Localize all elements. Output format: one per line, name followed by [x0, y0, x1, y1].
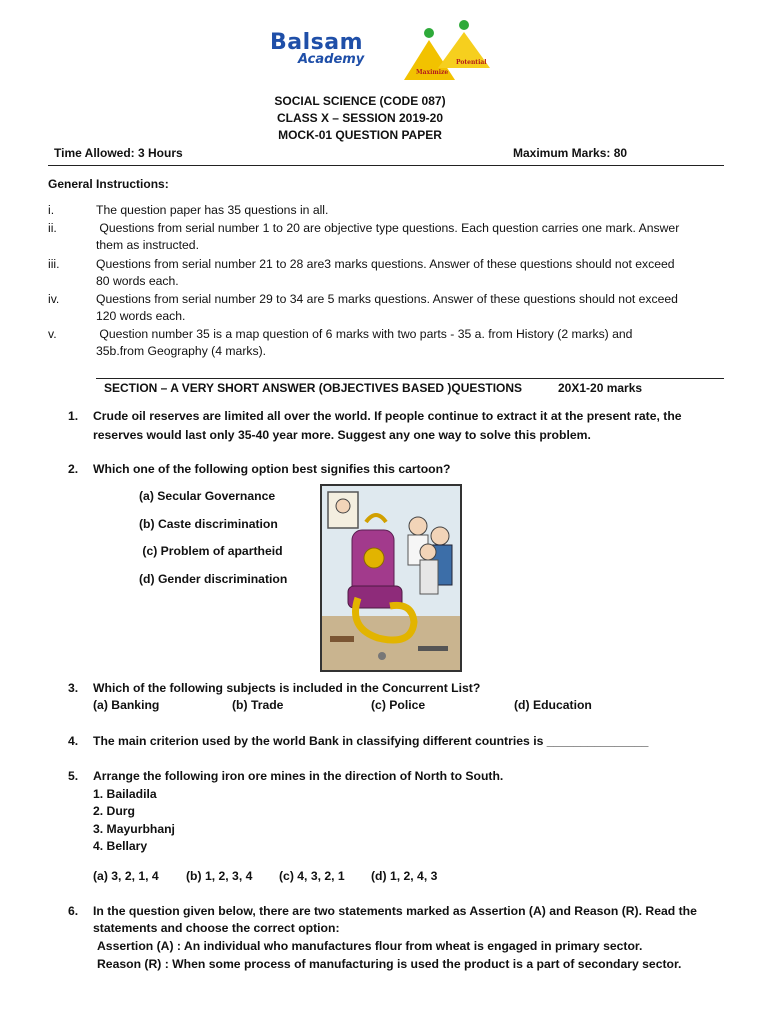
question-text: Crude oil reserves are limited all over the world. If people continue to extract it at the present rate, the [93, 409, 682, 423]
header-divider [48, 165, 724, 166]
cartoon-image [320, 484, 462, 672]
option-d: (d) Gender discrimination [139, 572, 288, 586]
section-top-rule [96, 378, 724, 379]
question-number: 5. [68, 769, 79, 783]
balsam-logo-icon [400, 18, 492, 82]
instruction-number: i. [48, 203, 55, 217]
instruction-text: 80 words each. [96, 274, 179, 288]
assertion-text: Assertion (A) : An individual who manufactures flour from wheat is engaged in primary sector. [97, 939, 643, 953]
instruction-number: v. [48, 327, 57, 341]
question-number: 4. [68, 734, 79, 748]
option-b: (b) Trade [232, 698, 284, 712]
question-text: The main criterion used by the world Bank in classifying different countries is _______________ [93, 734, 649, 748]
option-b: (b) Caste discrimination [139, 517, 278, 531]
option-b: (b) 1, 2, 3, 4 [186, 869, 253, 883]
question-number: 6. [68, 904, 79, 918]
question-text: Arrange the following iron ore mines in the direction of North to South. [93, 769, 504, 783]
list-item: 2. Durg [93, 804, 135, 818]
logo-mark-left: Maximize [416, 69, 449, 76]
section-marks: 20X1-20 marks [558, 381, 643, 395]
instruction-number: iii. [48, 257, 60, 271]
question-text: reserves would last only 35-40 year more. Suggest any one way to solve this problem. [93, 428, 591, 442]
paper-class: CLASS X – SESSION 2019-20 [276, 111, 444, 125]
logo-title: Balsam [270, 30, 364, 55]
question-number: 3. [68, 681, 79, 695]
option-d: (d) 1, 2, 4, 3 [371, 869, 438, 883]
option-c: (c) 4, 3, 2, 1 [279, 869, 345, 883]
instruction-text: Questions from serial number 29 to 34 are 5 marks questions. Answer of these questions should not exceed [96, 292, 678, 306]
instruction-number: iv. [48, 292, 60, 306]
logo-subtitle: Academy [298, 52, 365, 67]
instruction-text: them as instructed. [96, 238, 199, 252]
question-number: 1. [68, 409, 79, 423]
question-text: In the question given below, there are two statements marked as Assertion (A) and Reason (R). Read the [93, 904, 697, 918]
time-allowed: Time Allowed: 3 Hours [54, 146, 183, 160]
option-a: (a) 3, 2, 1, 4 [93, 869, 159, 883]
instruction-text: Questions from serial number 21 to 28 are3 marks questions. Answer of these questions should not exceed [96, 257, 675, 271]
instructions-title: General Instructions: [48, 177, 169, 191]
option-a: (a) Banking [93, 698, 160, 712]
question-text: Which of the following subjects is included in the Concurrent List? [93, 681, 481, 695]
instruction-number: ii. [48, 221, 57, 235]
question-text: statements and choose the correct option: [93, 921, 340, 935]
paper-title: MOCK-01 QUESTION PAPER [278, 128, 442, 142]
maximum-marks: Maximum Marks: 80 [513, 146, 628, 160]
paper-subject: SOCIAL SCIENCE (CODE 087) [274, 94, 446, 108]
list-item: 3. Mayurbhanj [93, 822, 175, 836]
section-title: SECTION – A VERY SHORT ANSWER (OBJECTIVES BASED )QUESTIONS [104, 381, 523, 395]
list-item: 1. Bailadila [93, 787, 157, 801]
instruction-text: 35b.from Geography (4 marks). [96, 344, 267, 358]
cartoon-chair-icon [322, 486, 460, 670]
question-text: Which one of the following option best signifies this cartoon? [93, 462, 451, 476]
instruction-text: The question paper has 35 questions in all. [96, 203, 329, 217]
question-number: 2. [68, 462, 79, 476]
option-d: (d) Education [514, 698, 592, 712]
instruction-text: 120 words each. [96, 309, 186, 323]
logo-mark-right: Potential [456, 59, 487, 66]
option-c: (c) Problem of apartheid [139, 544, 283, 558]
option-a: (a) Secular Governance [139, 489, 276, 503]
instruction-text: Questions from serial number 1 to 20 are objective type questions. Each question carries one mark. Answer [96, 221, 680, 235]
option-c: (c) Police [371, 698, 426, 712]
instruction-text: Question number 35 is a map question of 6 marks with two parts - 35 a. from History (2 marks) and [96, 327, 633, 341]
list-item: 4. Bellary [93, 839, 148, 853]
reason-text: Reason (R) : When some process of manufacturing is used the product is a part of secondary sector. [97, 957, 682, 971]
